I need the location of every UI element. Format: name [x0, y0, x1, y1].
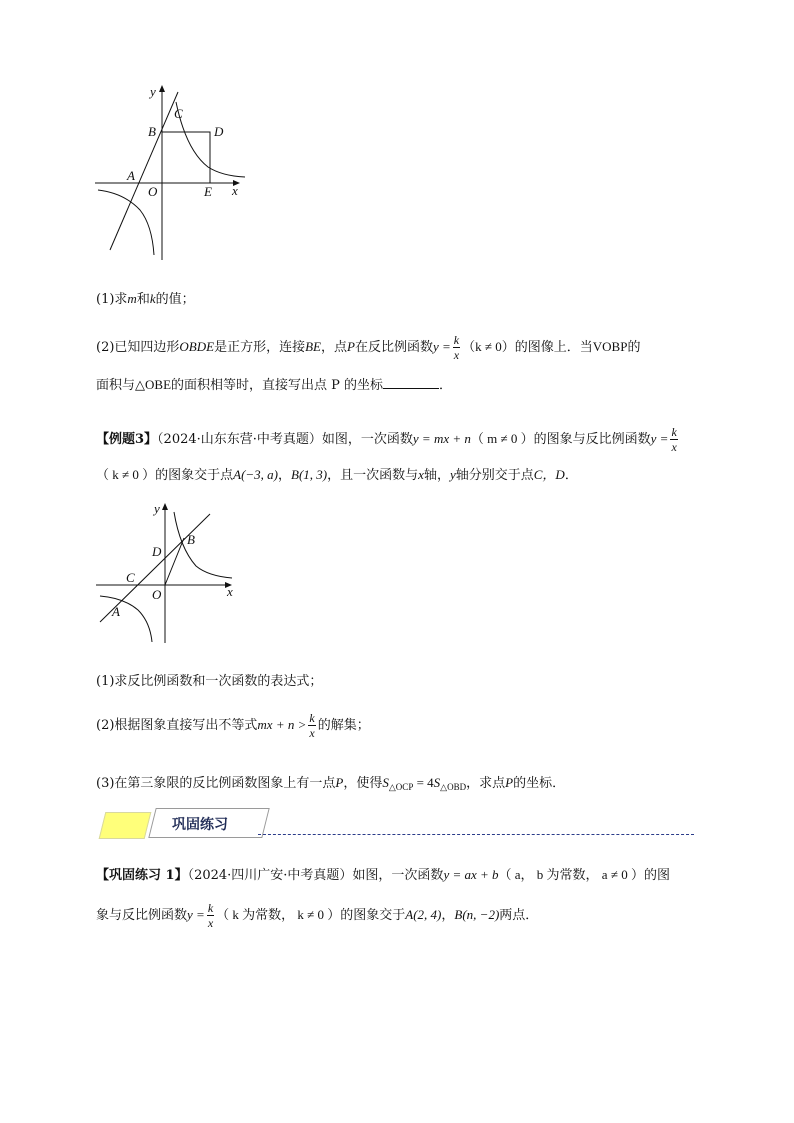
label-d: D	[214, 124, 224, 139]
hyperbola-q1	[174, 512, 232, 578]
point-p: P	[347, 339, 355, 354]
example3-text-d: ，且一次函数与	[327, 468, 419, 483]
q1-part1-text-c: 的值；	[155, 292, 195, 307]
section-title: 巩固练习	[172, 817, 228, 833]
var-m: m	[127, 291, 137, 306]
example3-line2	[96, 464, 578, 483]
linear-equation: y = mx + n	[412, 431, 471, 446]
fraction-denominator: x	[309, 726, 315, 740]
example3-part3-text-d: 的坐标．	[513, 776, 566, 791]
example3-part3	[96, 772, 565, 793]
fraction-k-over-x	[207, 902, 214, 929]
q1-part2-text-a: (2)已知四边形	[96, 340, 180, 355]
q1-part2-text-e: 的图像上．当	[514, 340, 593, 355]
condition-k-nonzero: （k ≠ 0）	[462, 339, 515, 354]
label-b: B	[187, 532, 195, 547]
hyperbola-q3	[98, 190, 154, 255]
fraction-denominator: x	[671, 440, 677, 454]
example3-text-c: （ k ≠ 0 ）的图象交于点	[96, 467, 234, 482]
point-a: A(−3, a)	[233, 467, 279, 482]
point-p-2: P	[505, 775, 514, 790]
q1-part2-text-b: 是正方形，连接	[214, 340, 306, 355]
var-x: x	[418, 467, 424, 482]
square-obde	[162, 132, 210, 183]
inequality-lhs: mx + n >	[257, 717, 307, 732]
section-divider	[258, 834, 694, 835]
fraction-k-over-x	[453, 334, 460, 361]
example3-tag: 【例题3】	[96, 432, 158, 447]
label-c: C	[174, 106, 183, 121]
q1-part1-text-b: 和	[136, 292, 150, 307]
fraction-denominator: x	[207, 916, 214, 930]
point-b: B(1, 3)	[291, 467, 328, 482]
segment-be: BE	[305, 339, 321, 354]
example3-line1	[96, 426, 680, 453]
var-k: k	[149, 291, 156, 306]
area-s-ocp-subscript: △OCP	[388, 782, 414, 792]
fraction-k-over-x	[308, 712, 315, 739]
label-y: y	[150, 84, 156, 99]
practice1-tag: 【巩固练习 1】	[96, 868, 188, 883]
label-a: A	[112, 604, 120, 619]
y-axis-arrow	[162, 503, 168, 510]
q1-part2-text-d: 在反比例函数	[354, 340, 433, 355]
q1-part2-text-g: 面积与	[96, 378, 136, 393]
q1-part2-line1	[96, 334, 640, 361]
linear-equation: y = ax + b	[443, 867, 499, 882]
example3-text-e: 轴，	[423, 468, 450, 483]
fraction-k-over-x	[670, 426, 677, 453]
area-s-ocp: S	[382, 775, 389, 790]
quad-obde: OBDE	[179, 339, 215, 354]
inverse-equation-lhs: y =	[650, 431, 669, 446]
condition-m-nonzero: （ m ≠ 0 ）	[470, 431, 534, 446]
segment-ob	[165, 538, 184, 585]
label-x: x	[227, 584, 233, 599]
point-p: P	[335, 775, 344, 790]
q1-part1	[96, 288, 195, 307]
example3-text-b: 的图象与反比例函数	[533, 432, 651, 447]
fraction-numerator: k	[453, 333, 460, 347]
q1-part2-text-c: ，点	[321, 340, 348, 355]
q1-part2-text-end: ．	[439, 378, 453, 393]
figure-2-graph	[92, 498, 252, 648]
example3-part1	[96, 670, 322, 689]
practice1-text-b: （ a， b 为常数， a ≠ 0 ）的图	[498, 867, 670, 882]
label-y: y	[154, 501, 160, 516]
figure-1-graph	[90, 80, 260, 265]
inverse-equation-lhs: y =	[187, 907, 205, 922]
example3-part2-text-b: 的解集；	[317, 718, 370, 733]
practice1-line2	[96, 902, 538, 929]
label-b: B	[148, 124, 156, 139]
fraction-numerator: k	[207, 901, 214, 915]
practice1-text-d: （ k 为常数， k ≠ 0 ）的图象交于	[216, 907, 406, 922]
points-c-d: C，D	[533, 467, 565, 482]
separator: ，	[278, 468, 292, 483]
q1-part2-line2	[96, 374, 452, 393]
equals-four: = 4	[413, 775, 434, 790]
fraction-numerator: k	[671, 425, 677, 439]
example3-part2-text-a: (2)根据图象直接写出不等式	[96, 718, 258, 733]
label-o: O	[152, 587, 162, 602]
example3-text-g: ．	[564, 468, 578, 483]
label-e: E	[204, 184, 212, 199]
label-d: D	[152, 544, 162, 559]
hyperbola-q3	[100, 596, 152, 642]
example3-text-a: （2024·山东东营·中考真题）如图，一次函数	[157, 432, 413, 447]
var-y: y	[449, 467, 456, 482]
example3-part3-text-b: ，使得	[343, 776, 383, 791]
line-abc	[110, 92, 178, 250]
q1-part2-text-h: 的面积相等时，直接写出点 P 的坐标	[171, 378, 384, 393]
fraction-denominator: x	[453, 348, 460, 362]
equation-lhs: y =	[432, 339, 451, 354]
example3-part1-text: (1)求反比例函数和一次函数的表达式；	[96, 674, 323, 689]
area-s-obd: S	[433, 775, 441, 790]
triangle-obe: △OBE	[135, 377, 172, 392]
area-s-obd-subscript: △OBD	[440, 782, 467, 792]
label-o: O	[148, 184, 158, 199]
label-c: C	[126, 570, 135, 585]
practice1-line1	[96, 864, 670, 883]
practice1-text-c: 象与反比例函数	[96, 908, 188, 923]
example3-part3-text-a: (3)在第三象限的反比例函数图象上有一点	[96, 776, 336, 791]
point-a: A(2, 4)	[405, 907, 442, 922]
label-x: x	[232, 183, 238, 198]
answer-blank	[383, 376, 439, 389]
example3-part2	[96, 712, 370, 739]
example3-part3-text-c: ，求点	[466, 776, 506, 791]
practice1-text-e: 两点．	[499, 908, 539, 923]
separator: ，	[441, 908, 455, 923]
practice1-text-a: （2024·四川广安·中考真题）如图，一次函数	[187, 868, 444, 883]
q1-part1-text-a: (1)求	[96, 292, 128, 307]
point-b: B(n, −2)	[454, 907, 500, 922]
triangle-obp: VOBP	[592, 339, 628, 354]
section-marker	[99, 812, 152, 839]
y-axis-arrow	[159, 85, 165, 92]
q1-part2-text-f: 的	[627, 340, 641, 355]
example3-text-f: 轴分别交于点	[455, 468, 534, 483]
fraction-numerator: k	[309, 711, 315, 725]
label-a: A	[127, 168, 135, 183]
